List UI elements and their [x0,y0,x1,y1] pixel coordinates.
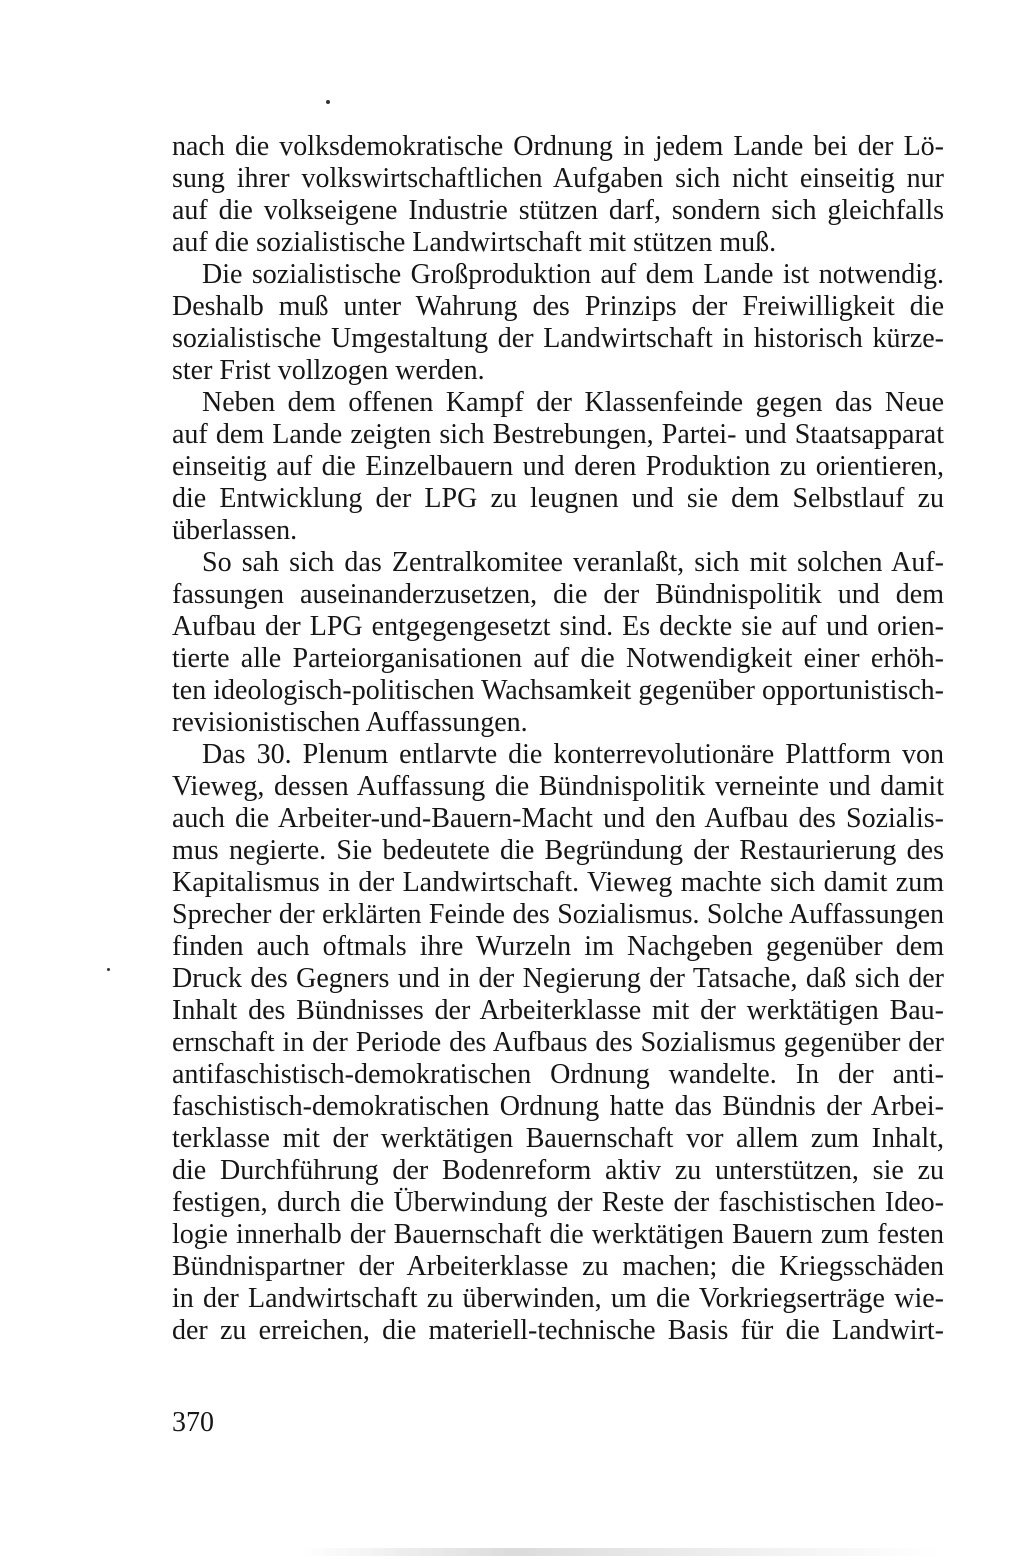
text-line: ernschaft in der Periode des Aufbaus des Sozialismus gegenüber der [172,1027,944,1058]
text-line: auch die Arbeiter-und-Bauern-Macht und den Aufbau des Sozialis- [172,803,944,834]
text-line: fassungen auseinanderzusetzen, die der Bündnispolitik und dem [172,579,944,610]
paragraph-start-line: Das 30. Plenum entlarvte die konterrevolutionäre Plattform von [202,739,944,770]
text-line: Sprecher der erklärten Feinde des Sozialismus. Solche Auffassungen [172,899,944,930]
text-line: antifaschistisch-demokratischen Ordnung wandelte. In der anti- [172,1059,944,1090]
scan-edge-shadow [300,1548,940,1556]
text-line: Aufbau der LPG entgegengesetzt sind. Es deckte sie auf und orien- [172,611,944,642]
text-line: nach die volksdemokratische Ordnung in jedem Lande bei der Lö- [172,131,944,162]
text-line: ster Frist vollzogen werden. [172,355,485,386]
paragraph-start-line: Neben dem offenen Kampf der Klassenfeinde gegen das Neue [202,387,944,418]
body-text [172,131,944,1347]
text-line: Vieweg, dessen Auffassung die Bündnispolitik verneinte und damit [172,771,944,802]
text-line: revisionistischen Auffassungen. [172,707,528,738]
text-line: Kapitalismus in der Landwirtschaft. Vieweg machte sich damit zum [172,867,944,898]
text-line: Inhalt des Bündnisses der Arbeiterklasse mit der werktätigen Bau- [172,995,944,1026]
print-speck [107,968,110,971]
text-line: ten ideologisch-politischen Wachsamkeit gegenüber opportunistisch- [172,675,944,706]
paragraph-start-line: So sah sich das Zentralkomitee veranlaßt, sich mit solchen Auf- [202,547,944,578]
text-line: faschistisch-demokratischen Ordnung hatte das Bündnis der Arbei- [172,1091,944,1122]
paragraph-start-line: Die sozialistische Großproduktion auf dem Lande ist notwendig. [202,259,944,290]
text-line: auf dem Lande zeigten sich Bestrebungen, Partei- und Staatsapparat [172,419,944,450]
text-line: in der Landwirtschaft zu überwinden, um die Vorkriegserträge wie- [172,1283,944,1314]
text-line: logie innerhalb der Bauernschaft die werktätigen Bauern zum festen [172,1219,944,1250]
text-line: finden auch oftmals ihre Wurzeln im Nachgeben gegenüber dem [172,931,944,962]
text-line: Bündnispartner der Arbeiterklasse zu machen; die Kriegsschäden [172,1251,944,1282]
text-line: überlassen. [172,515,298,546]
text-line: sung ihrer volkswirtschaftlichen Aufgaben sich nicht einseitig nur [172,163,944,194]
text-line: auf die sozialistische Landwirtschaft mit stützen muß. [172,227,777,258]
text-line: die Durchführung der Bodenreform aktiv zu unterstützen, sie zu [172,1155,944,1186]
text-line: tierte alle Parteiorganisationen auf die Notwendigkeit einer erhöh- [172,643,944,674]
page-number: 370 [172,1407,214,1438]
text-line: terklasse mit der werktätigen Bauernschaft vor allem zum Inhalt, [172,1123,944,1154]
text-line: Deshalb muß unter Wahrung des Prinzips der Freiwilligkeit die [172,291,944,322]
text-line: sozialistische Umgestaltung der Landwirtschaft in historisch kürze- [172,323,944,354]
text-line: der zu erreichen, die materiell-technische Basis für die Landwirt- [172,1315,944,1346]
print-speck [326,100,330,104]
text-line: einseitig auf die Einzelbauern und deren Produktion zu orientieren, [172,451,944,482]
text-line: festigen, durch die Überwindung der Reste der faschistischen Ideo- [172,1187,944,1218]
text-line: die Entwicklung der LPG zu leugnen und sie dem Selbstlauf zu [172,483,944,514]
text-line: mus negierte. Sie bedeutete die Begründung der Restaurierung des [172,835,944,866]
text-line: auf die volkseigene Industrie stützen darf, sondern sich gleichfalls [172,195,944,226]
text-line: Druck des Gegners und in der Negierung der Tatsache, daß sich der [172,963,944,994]
